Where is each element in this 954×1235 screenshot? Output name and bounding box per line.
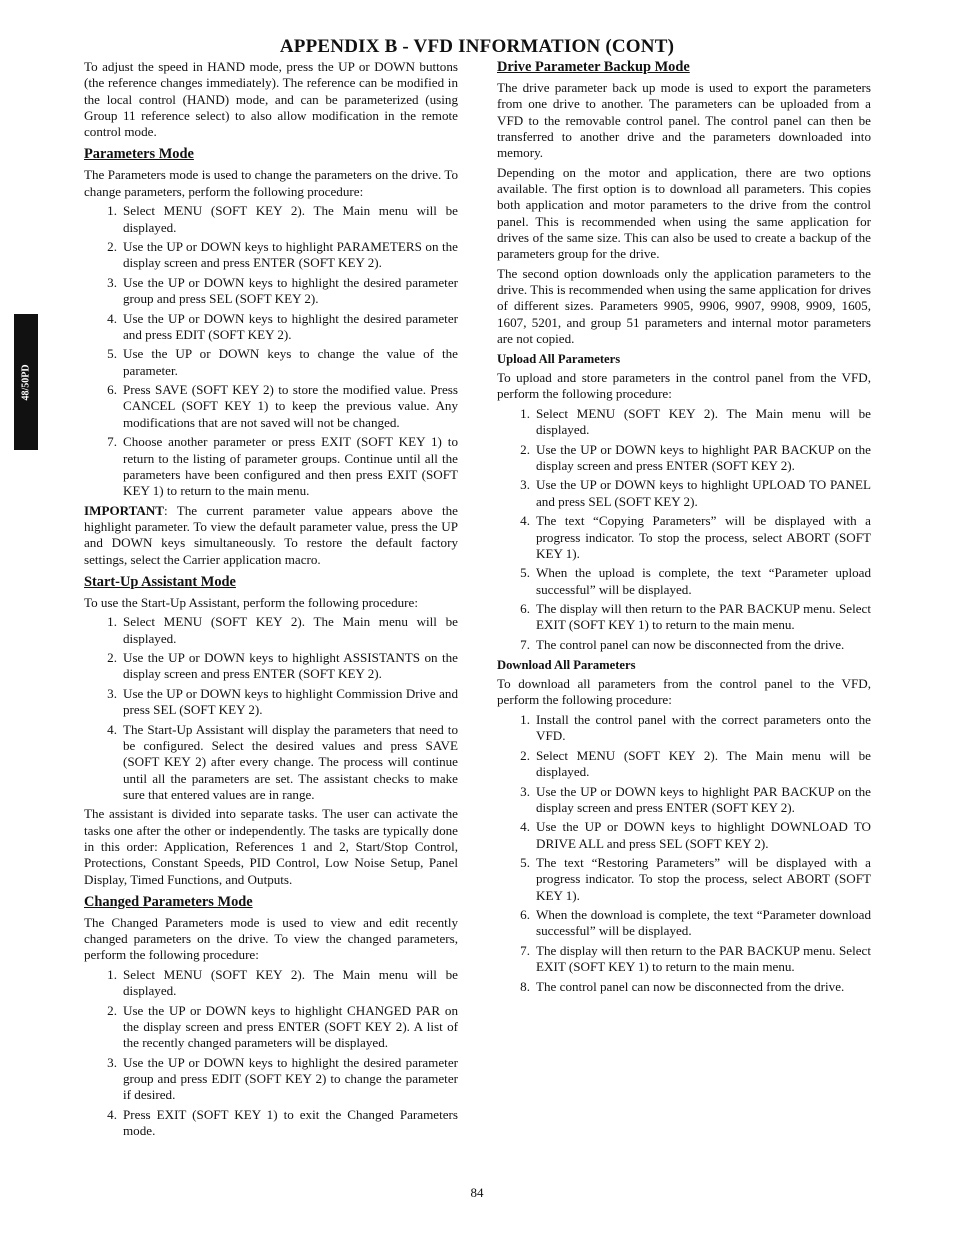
list-item [497,907,871,940]
download-heading: Download All Parameters [497,658,636,673]
list-item [497,601,871,634]
parameters-mode-paragraph: The Parameters mode is used to change the parameters on the drive. To change parameters, perform the following procedure: [84,167,458,199]
step-text: Use the UP or DOWN keys to highlight UPLOAD TO PANEL and press SEL (SOFT KEY 2). [536,477,871,509]
list-item [497,712,871,745]
backup-mode-paragraph-2: Depending on the motor and application, there are two options available. The first option is to download all parameters. This copies both application and motor parameters to the drive from the control panel. This is recommended when using the same application for drives of the same size. This can also be used to create a backup of the parameters group for the drive. [497,164,871,262]
side-tab-label: 48/50PD [20,363,32,401]
step-number: 7. [520,636,530,652]
startup-mode-heading: Start-Up Assistant Mode [84,573,236,590]
startup-mode-paragraph: To use the Start-Up Assistant, perform the following procedure: [84,594,418,610]
step-text: Use the UP or DOWN keys to change the value of the parameter. [123,346,458,378]
list-item [497,477,871,510]
step-text: Use the UP or DOWN keys to highlight PARAMETERS on the display screen and press ENTER (SOFT KEY 2). [123,239,458,271]
step-text: The control panel can now be disconnected from the drive. [536,636,845,652]
list-item [497,784,871,817]
step-text: The control panel can now be disconnected from the drive. [536,978,845,994]
step-number: 4. [107,310,117,326]
step-text: Use the UP or DOWN keys to highlight DOWNLOAD TO DRIVE ALL and press SEL (SOFT KEY 2). [536,819,871,851]
upload-heading: Upload All Parameters [497,352,621,367]
parameters-mode-steps [84,203,458,499]
side-tab [14,314,38,450]
list-item [497,513,871,562]
upload-steps [497,406,871,653]
step-text: The Start-Up Assistant will display the parameters that need to be configured. Select the desired values and press SAVE (SOFT KEY 2) after every change. The process will continue until all the parameters are set. The assistant checks to make sure that entered values are in range. [123,721,458,802]
list-item [497,979,871,995]
step-text: Select MENU (SOFT KEY 2). The Main menu will be displayed. [123,203,458,235]
list-item [497,565,871,598]
step-number: 2. [107,650,117,666]
list-item [497,637,871,653]
step-text: Use the UP or DOWN keys to highlight PAR BACKUP on the display screen and press ENTER (SOFT KEY 2). [536,441,871,473]
download-steps [497,712,871,995]
step-number: 1. [520,711,530,727]
backup-mode-heading: Drive Parameter Backup Mode [497,59,690,75]
right-column [497,59,871,998]
step-text: Press SAVE (SOFT KEY 2) to store the modified value. Press CANCEL (SOFT KEY 1) to keep the previous value. Any modifications that are not saved will not be changed. [123,382,458,430]
step-number: 7. [520,942,530,958]
page-number: 84 [470,1185,484,1200]
backup-mode-paragraph-3: The second option downloads only the application parameters to the drive. This is recommended when using the same application for drives of different sizes. Parameters 9905, 9906, 9907, 9908, 9909, 1605, 1607, 5201, and group 51 parameters and internal motor parameters are not copied. [497,265,871,346]
list-item [84,1003,458,1052]
changed-mode-steps [84,967,458,1140]
list-item [84,686,458,719]
step-text: Use the UP or DOWN keys to highlight the desired parameter and press EDIT (SOFT KEY 2). [123,310,458,342]
changed-mode-heading: Changed Parameters Mode [84,893,253,910]
upload-paragraph: To upload and store parameters in the control panel from the VFD, perform the following procedure: [497,370,871,402]
list-item [84,1107,458,1140]
step-text: Use the UP or DOWN keys to highlight PAR BACKUP on the display screen and press ENTER (SOFT KEY 2). [536,783,871,815]
list-item [84,650,458,683]
step-number: 4. [520,819,530,835]
list-item [84,382,458,431]
step-text: Use the UP or DOWN keys to highlight ASSISTANTS on the display screen and press ENTER (SOFT KEY 2). [123,650,458,682]
step-number: 3. [107,274,117,290]
list-item [497,819,871,852]
list-item [84,203,458,236]
step-text: Select MENU (SOFT KEY 2). The Main menu will be displayed. [123,966,458,999]
step-text: Install the control panel with the correct parameters onto the VFD. [536,711,871,744]
list-item [84,275,458,308]
list-item [84,346,458,379]
step-text: Choose another parameter or press EXIT (SOFT KEY 1) to return to the listing of parameter groups. Continue until all the parameters have been configured and then press EXIT (SOFT KEY 1) to return to the main menu. [123,434,458,499]
important-note [84,503,458,568]
intro-paragraph: To adjust the speed in HAND mode, press the UP or DOWN buttons (the reference changes immediately). The reference can be modified in the local control (HAND) mode, and can be parameterized (using Group 11 reference select) to also allow modification in the remote control mode. [84,59,458,140]
step-text: Use the UP or DOWN keys to highlight CHANGED PAR on the display screen and press ENTER (SOFT KEY 2). A list of the recently changed parameters will be displayed. [123,1002,458,1051]
step-number: 3. [107,1054,117,1070]
list-item [84,1055,458,1104]
step-number: 7. [107,434,117,450]
step-number: 3. [520,477,530,493]
list-item [497,943,871,976]
download-paragraph: To download all parameters from the control panel to the VFD, perform the following procedure: [497,676,871,708]
step-text: Select MENU (SOFT KEY 2). The Main menu will be displayed. [536,405,871,438]
step-text: Press EXIT (SOFT KEY 1) to exit the Changed Parameters mode. [123,1106,458,1139]
step-text: Use the UP or DOWN keys to highlight the desired parameter group and press SEL (SOFT KEY 2). [123,274,458,307]
step-number: 5. [520,565,530,581]
backup-mode-paragraph-1: The drive parameter back up mode is used to export the parameters from one drive to another. The parameters can be uploaded from a VFD to the removable control panel. The control panel can then be transferred to another drive and the parameters downloaded into memory. [497,80,871,161]
step-number: 1. [520,405,530,421]
step-number: 2. [520,747,530,763]
startup-mode-steps [84,614,458,803]
list-item [84,967,458,1000]
step-number: 5. [107,346,117,362]
list-item [84,614,458,647]
step-number: 5. [520,855,530,871]
step-text: When the upload is complete, the text “Parameter upload successful” will be displayed. [536,565,871,597]
step-text: The display will then return to the PAR BACKUP menu. Select EXIT (SOFT KEY 1) to return to the main menu. [536,601,871,633]
step-number: 1. [107,966,117,982]
step-number: 6. [520,907,530,923]
list-item [84,434,458,499]
step-text: The display will then return to the PAR BACKUP menu. Select EXIT (SOFT KEY 1) to return to the main menu. [536,942,871,975]
step-number: 4. [520,513,530,529]
step-number: 2. [107,239,117,255]
list-item [84,239,458,272]
step-number: 1. [107,203,117,219]
changed-mode-paragraph: The Changed Parameters mode is used to view and edit recently changed parameters on the drive. To view the changed parameters, perform the following procedure: [84,914,458,963]
step-text: Use the UP or DOWN keys to highlight Commission Drive and press SEL (SOFT KEY 2). [123,685,458,718]
step-number: 3. [520,783,530,799]
step-text: Select MENU (SOFT KEY 2). The Main menu will be displayed. [536,747,871,780]
step-text: Use the UP or DOWN keys to highlight the desired parameter group and press EDIT (SOFT KEY 2) to change the parameter if desired. [123,1054,458,1103]
list-item [497,442,871,475]
step-number: 4. [107,1106,117,1122]
list-item [84,722,458,803]
step-number: 2. [107,1002,117,1018]
list-item [84,311,458,344]
step-number: 6. [107,382,117,398]
list-item [497,748,871,781]
step-text: The text “Restoring Parameters” will be displayed with a progress indicator. To stop the process, select ABORT (SOFT KEY 1). [536,855,871,903]
step-number: 3. [107,685,117,701]
step-number: 4. [107,721,117,737]
startup-mode-paragraph-2: The assistant is divided into separate tasks. The user can activate the tasks one after the other or independently. The tasks are typically done in this order: Application, References 1 and 2, Start/Stop Control, Protections, Constant Speeds, PID Control, Low Noise Setup, Panel Display, Timed Functions, and Outputs. [84,806,458,887]
important-text: : The current parameter value appears above the highlight parameter. To view the default parameter value, press the UP and DOWN keys simultaneously. To restore the default factory settings, select the Carrier application macro. [84,502,458,567]
step-text: Select MENU (SOFT KEY 2). The Main menu will be displayed. [123,614,458,646]
step-text: The text “Copying Parameters” will be displayed with a progress indicator. To stop the process, select ABORT (SOFT KEY 1). [536,513,871,561]
step-number: 1. [107,614,117,630]
page-title: APPENDIX B - VFD INFORMATION (CONT) [279,36,675,57]
step-number: 2. [520,441,530,457]
left-column [84,59,458,1143]
step-number: 8. [520,978,530,994]
important-label: IMPORTANT [84,502,165,518]
step-number: 6. [520,601,530,617]
parameters-mode-heading: Parameters Mode [84,146,194,163]
list-item [497,855,871,904]
list-item [497,406,871,439]
step-text: When the download is complete, the text “Parameter download successful” will be displayed. [536,907,871,939]
